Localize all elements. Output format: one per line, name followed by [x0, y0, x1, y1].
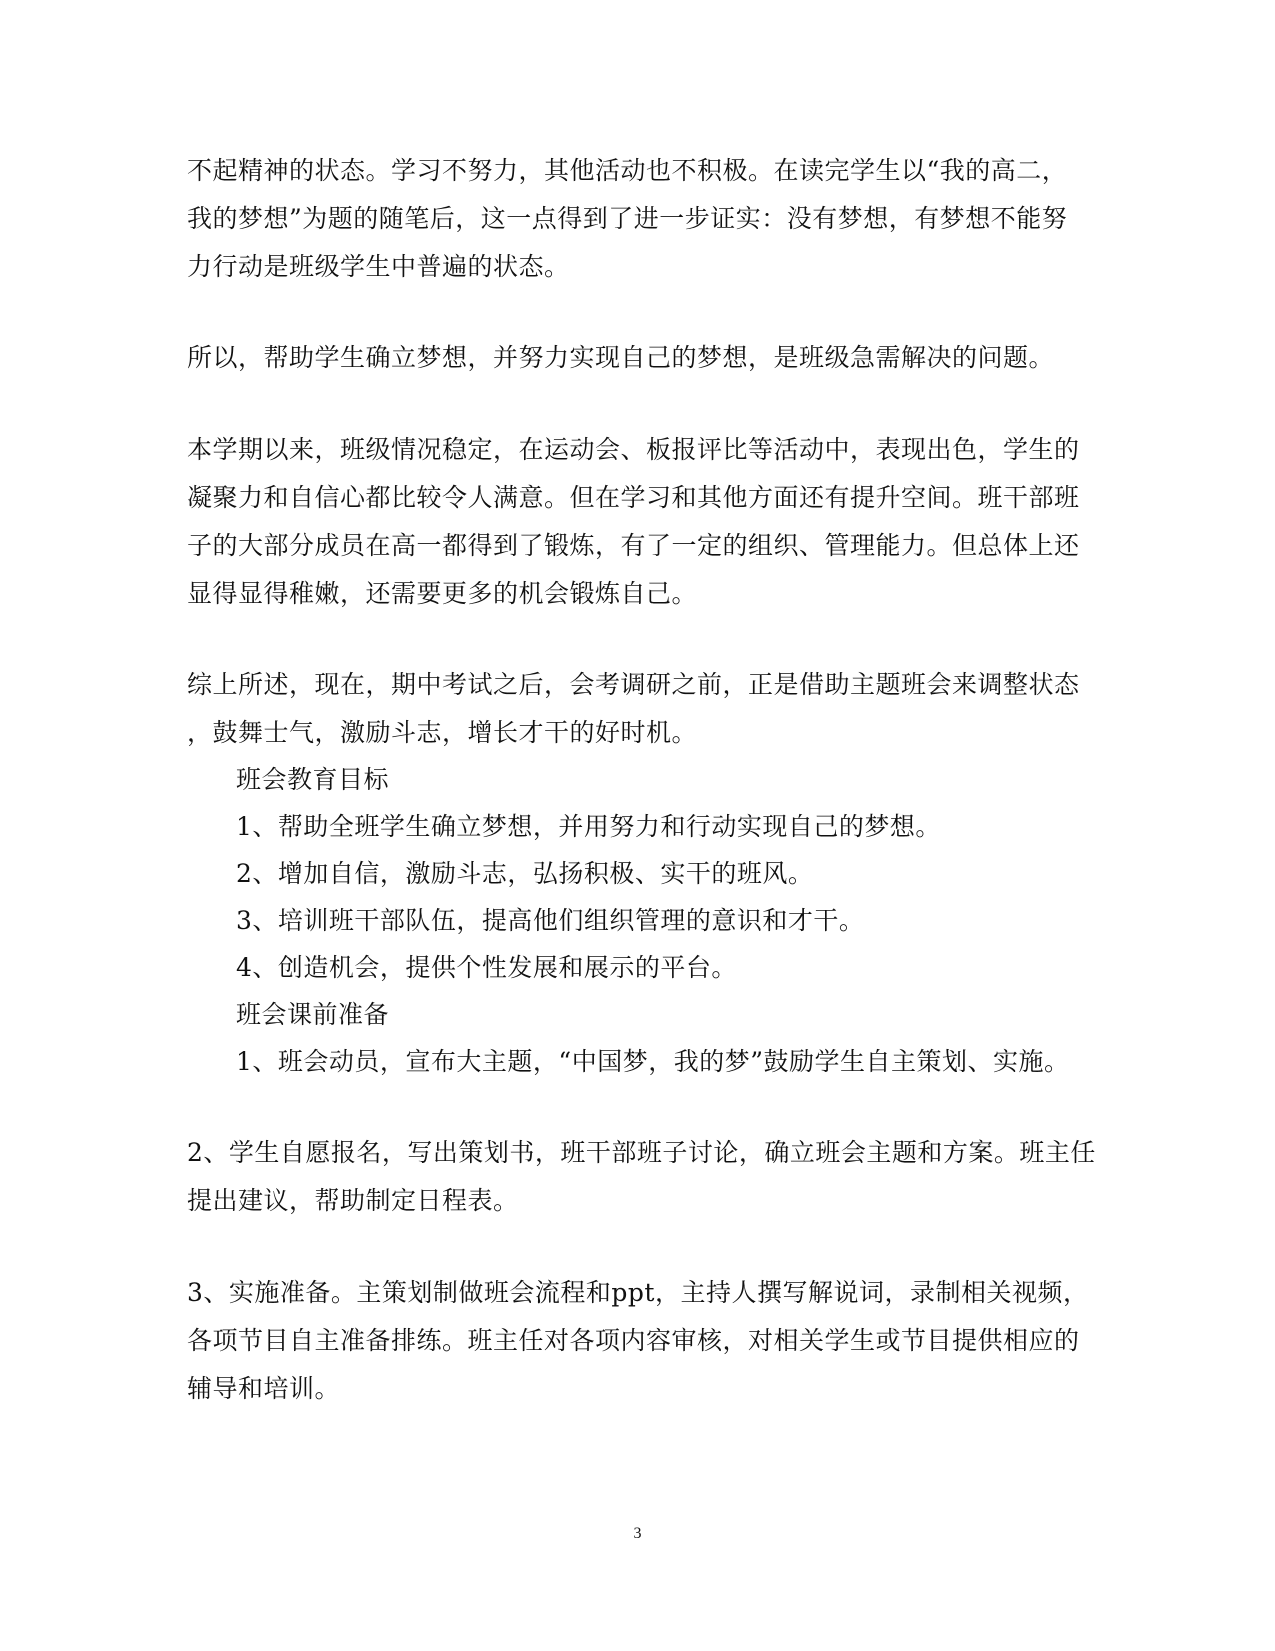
goal-item: 2、增加自信，激励斗志，弘扬积极、实干的班风。 [236, 859, 814, 888]
goal-item: 3、培训班干部队伍，提高他们组织管理的意识和才干。 [236, 906, 865, 935]
prep-item-line: 2、学生自愿报名，写出策划书，班干部班子讨论，确立班会主题和方案。班主任 [187, 1138, 1096, 1167]
body-text-line: 显得显得稚嫩，还需要更多的机会锻炼自己。 [187, 579, 698, 608]
page-number: 3 [633, 1525, 642, 1542]
prep-item-line: 提出建议，帮助制定日程表。 [187, 1186, 519, 1215]
section-heading-preparation: 班会课前准备 [236, 1000, 390, 1029]
goal-item: 4、创造机会，提供个性发展和展示的平台。 [236, 953, 737, 982]
body-text-line: 子的大部分成员在高一都得到了锻炼，有了一定的组织、管理能力。但总体上还 [187, 531, 1080, 560]
body-text-line: 力行动是班级学生中普遍的状态。 [187, 252, 570, 281]
goal-item: 1、帮助全班学生确立梦想，并用努力和行动实现自己的梦想。 [236, 812, 941, 841]
section-heading-goals: 班会教育目标 [236, 765, 390, 794]
body-text-line: 凝聚力和自信心都比较令人满意。但在学习和其他方面还有提升空间。班干部班 [187, 483, 1080, 512]
prep-item: 1、班会动员，宣布大主题，“中国梦，我的梦”鼓励学生自主策划、实施。 [236, 1047, 1070, 1076]
prep-item-line: 3、实施准备。主策划制做班会流程和ppt，主持人撰写解说词，录制相关视频， [187, 1278, 1089, 1307]
prep-item-line: 辅导和培训。 [187, 1374, 341, 1403]
body-text-line: 综上所述，现在，期中考试之后，会考调研之前，正是借助主题班会来调整状态 [187, 670, 1080, 699]
prep-item-line: 各项节目自主准备排练。班主任对各项内容审核，对相关学生或节目提供相应的 [187, 1326, 1080, 1355]
body-text-line: 我的梦想”为题的随笔后，这一点得到了进一步证实：没有梦想，有梦想不能努 [187, 204, 1068, 233]
body-text-line: ，鼓舞士气，激励斗志，增长才干的好时机。 [187, 718, 698, 747]
body-text-line: 本学期以来，班级情况稳定，在运动会、板报评比等活动中，表现出色，学生的 [187, 435, 1080, 464]
body-text-line: 不起精神的状态。学习不努力，其他活动也不积极。在读完学生以“我的高二， [187, 156, 1068, 185]
body-text-line: 所以，帮助学生确立梦想，并努力实现自己的梦想，是班级急需解决的问题。 [187, 343, 1055, 372]
